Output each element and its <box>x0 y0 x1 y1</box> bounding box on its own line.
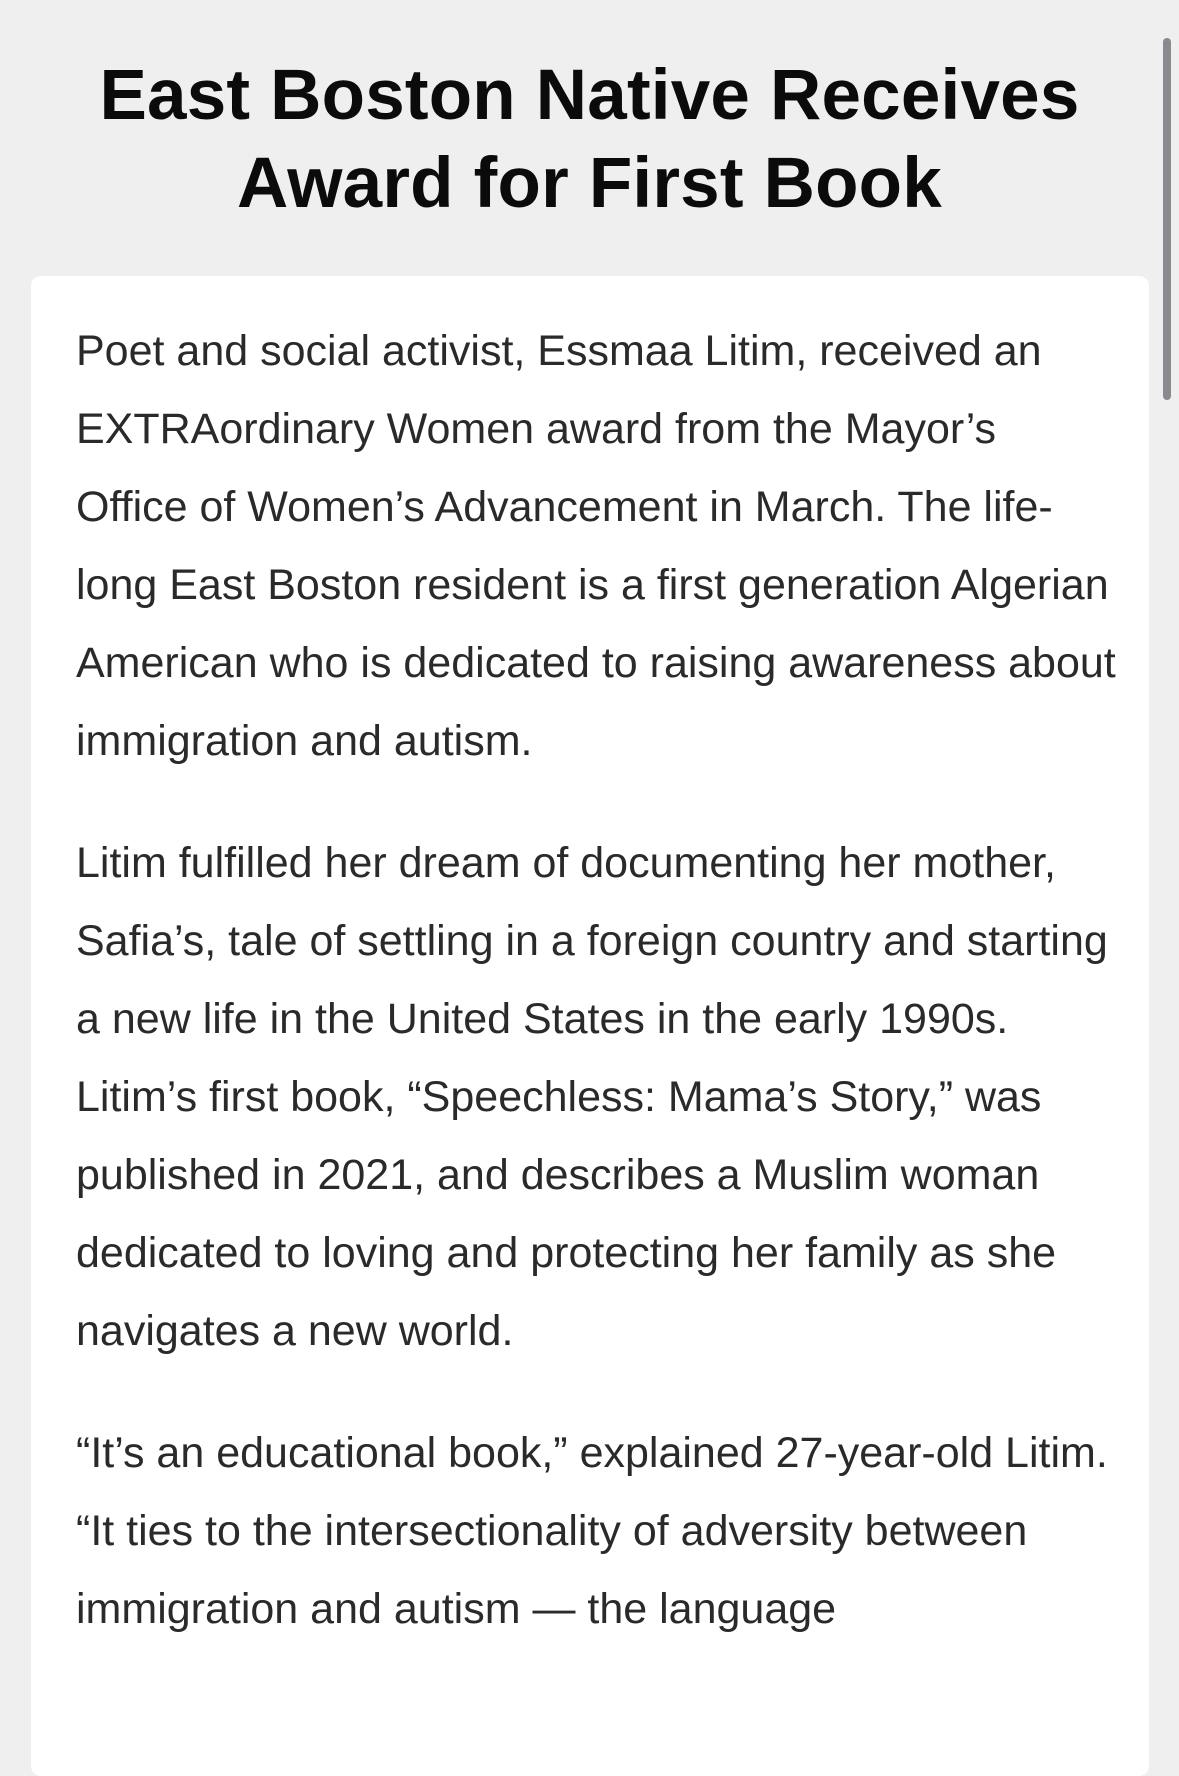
article-body <box>76 312 1116 1692</box>
article-title: East Boston Native Receives Award for First Book <box>99 56 1080 223</box>
article-paragraph: Litim fulfilled her dream of documenting her mother, Safia’s, tale of settling in a foreign country and starting a new life in the United States in the early 1990s. Litim’s first book, “Speechless: Mama’s Story,” was published in 2021, and describes a Muslim woman dedicated to loving and protecting her family as she navigates a new world. <box>76 839 1108 1355</box>
article-paragraph: Poet and social activist, Essmaa Litim, received an EXTRAordinary Women award from the Mayor’s Office of Women’s Advancement in March. The life-long East Boston resident is a first generation Algerian American who is dedicated to raising awareness about immigration and autism. <box>76 327 1116 765</box>
article-card <box>31 276 1149 1776</box>
scrollbar-thumb[interactable] <box>1163 38 1171 400</box>
article-paragraph: “It’s an educational book,” explained 27-year-old Litim. “It ties to the intersectionality of adversity between immigration and autism — the language <box>76 1429 1108 1633</box>
